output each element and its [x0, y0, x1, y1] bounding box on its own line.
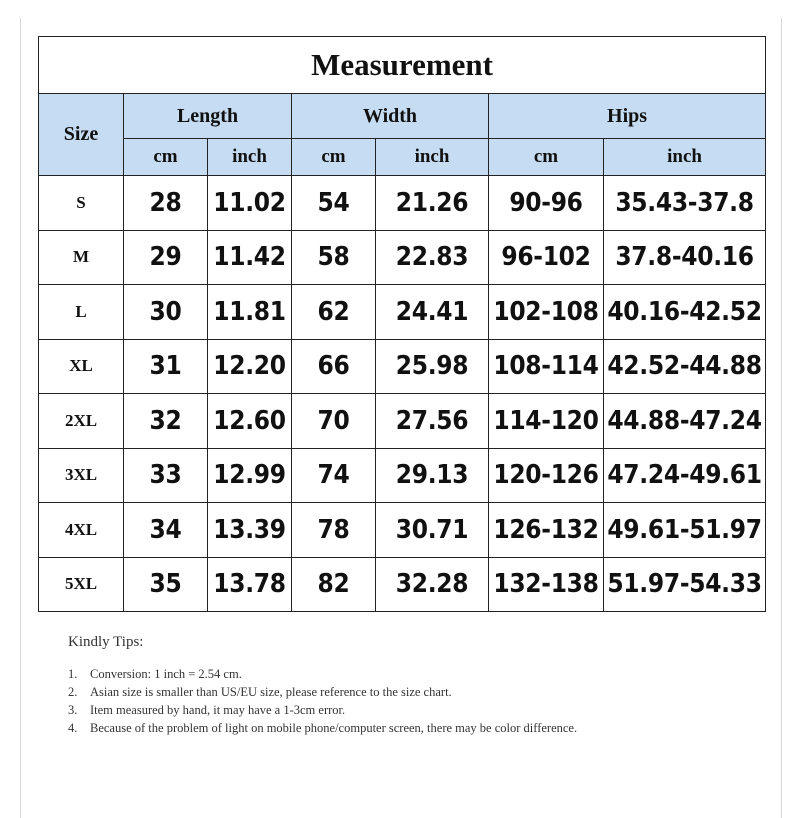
measurement-cell: 27.56: [376, 394, 489, 449]
size-label-cell: 4XL: [39, 503, 124, 558]
measurement-cell: 42.52-44.88: [604, 339, 766, 394]
size-label-cell: M: [39, 230, 124, 285]
measurement-cell: 22.83: [376, 230, 489, 285]
tip-number: 1.: [68, 667, 78, 681]
measurement-cell: 13.39: [208, 503, 292, 558]
table-row: [39, 339, 766, 394]
measurement-cell: 25.98: [376, 339, 489, 394]
measurement-cell: 96-102: [489, 230, 604, 285]
table-row: [39, 176, 766, 231]
hips-header: Hips: [489, 94, 766, 139]
measurement-cell: 13.78: [208, 557, 292, 612]
measurement-cell: 90-96: [489, 176, 604, 231]
tip-item: [68, 665, 668, 683]
size-label-cell: L: [39, 285, 124, 340]
length-header: Length: [124, 94, 292, 139]
tip-text: Asian size is smaller than US/EU size, please reference to the size chart.: [90, 685, 452, 699]
measurement-cell: 108-114: [489, 339, 604, 394]
measurement-cell: 11.02: [208, 176, 292, 231]
size-column-header: Size: [39, 94, 124, 176]
measurement-cell: 49.61-51.97: [604, 503, 766, 558]
size-label-cell: 2XL: [39, 394, 124, 449]
measurement-cell: 132-138: [489, 557, 604, 612]
unit-header: inch: [376, 139, 489, 176]
measurement-cell: 29: [124, 230, 208, 285]
table-title: Measurement: [39, 37, 766, 94]
size-label-cell: 5XL: [39, 557, 124, 612]
unit-header: cm: [292, 139, 376, 176]
measurement-cell: 29.13: [376, 448, 489, 503]
size-label-cell: 3XL: [39, 448, 124, 503]
table-row: [39, 503, 766, 558]
measurement-cell: 35.43-37.8: [604, 176, 766, 231]
tip-text: Item measured by hand, it may have a 1-3cm error.: [90, 703, 346, 717]
measurement-cell: 35: [124, 557, 208, 612]
measurement-cell: 32: [124, 394, 208, 449]
table-row: [39, 285, 766, 340]
measurement-cell: 11.42: [208, 230, 292, 285]
kindly-tips: [68, 634, 668, 737]
measurement-cell: 33: [124, 448, 208, 503]
measurement-cell: 114-120: [489, 394, 604, 449]
measurement-cell: 12.99: [208, 448, 292, 503]
measurement-cell: 44.88-47.24: [604, 394, 766, 449]
measurement-cell: 66: [292, 339, 376, 394]
measurement-cell: 102-108: [489, 285, 604, 340]
measurement-cell: 12.20: [208, 339, 292, 394]
unit-header: cm: [489, 139, 604, 176]
tips-title: Kindly Tips:: [68, 634, 144, 650]
measurement-cell: 30: [124, 285, 208, 340]
width-header: Width: [292, 94, 489, 139]
measurement-cell: 31: [124, 339, 208, 394]
measurement-cell: 30.71: [376, 503, 489, 558]
measurement-cell: 51.97-54.33: [604, 557, 766, 612]
tip-number: 4.: [68, 721, 78, 735]
tip-item: [68, 719, 668, 737]
size-label-cell: XL: [39, 339, 124, 394]
unit-header: inch: [208, 139, 292, 176]
measurement-cell: 34: [124, 503, 208, 558]
table-row: [39, 557, 766, 612]
table-row: [39, 448, 766, 503]
unit-header: cm: [124, 139, 208, 176]
measurement-cell: 32.28: [376, 557, 489, 612]
measurement-cell: 82: [292, 557, 376, 612]
measurement-cell: 11.81: [208, 285, 292, 340]
tip-number: 3.: [68, 703, 78, 717]
unit-header: inch: [604, 139, 766, 176]
table-body: [39, 176, 766, 612]
table-row: [39, 394, 766, 449]
measurement-cell: 54: [292, 176, 376, 231]
measurement-cell: 24.41: [376, 285, 489, 340]
measurement-cell: 62: [292, 285, 376, 340]
tip-item: [68, 683, 668, 701]
size-label-cell: S: [39, 176, 124, 231]
measurement-cell: 58: [292, 230, 376, 285]
measurement-cell: 78: [292, 503, 376, 558]
measurement-cell: 126-132: [489, 503, 604, 558]
measurement-cell: 74: [292, 448, 376, 503]
tip-item: [68, 701, 668, 719]
measurement-cell: 21.26: [376, 176, 489, 231]
measurement-cell: 120-126: [489, 448, 604, 503]
measurement-cell: 28: [124, 176, 208, 231]
measurement-cell: 70: [292, 394, 376, 449]
tip-text: Because of the problem of light on mobile phone/computer screen, there may be color difference.: [90, 721, 578, 735]
measurement-cell: 47.24-49.61: [604, 448, 766, 503]
size-chart-table: [38, 36, 766, 612]
tips-list: [68, 665, 668, 737]
table-row: [39, 230, 766, 285]
measurement-cell: 37.8-40.16: [604, 230, 766, 285]
tip-text: Conversion: 1 inch = 2.54 cm.: [90, 667, 242, 681]
tip-number: 2.: [68, 685, 78, 699]
measurement-cell: 40.16-42.52: [604, 285, 766, 340]
measurement-cell: 12.60: [208, 394, 292, 449]
